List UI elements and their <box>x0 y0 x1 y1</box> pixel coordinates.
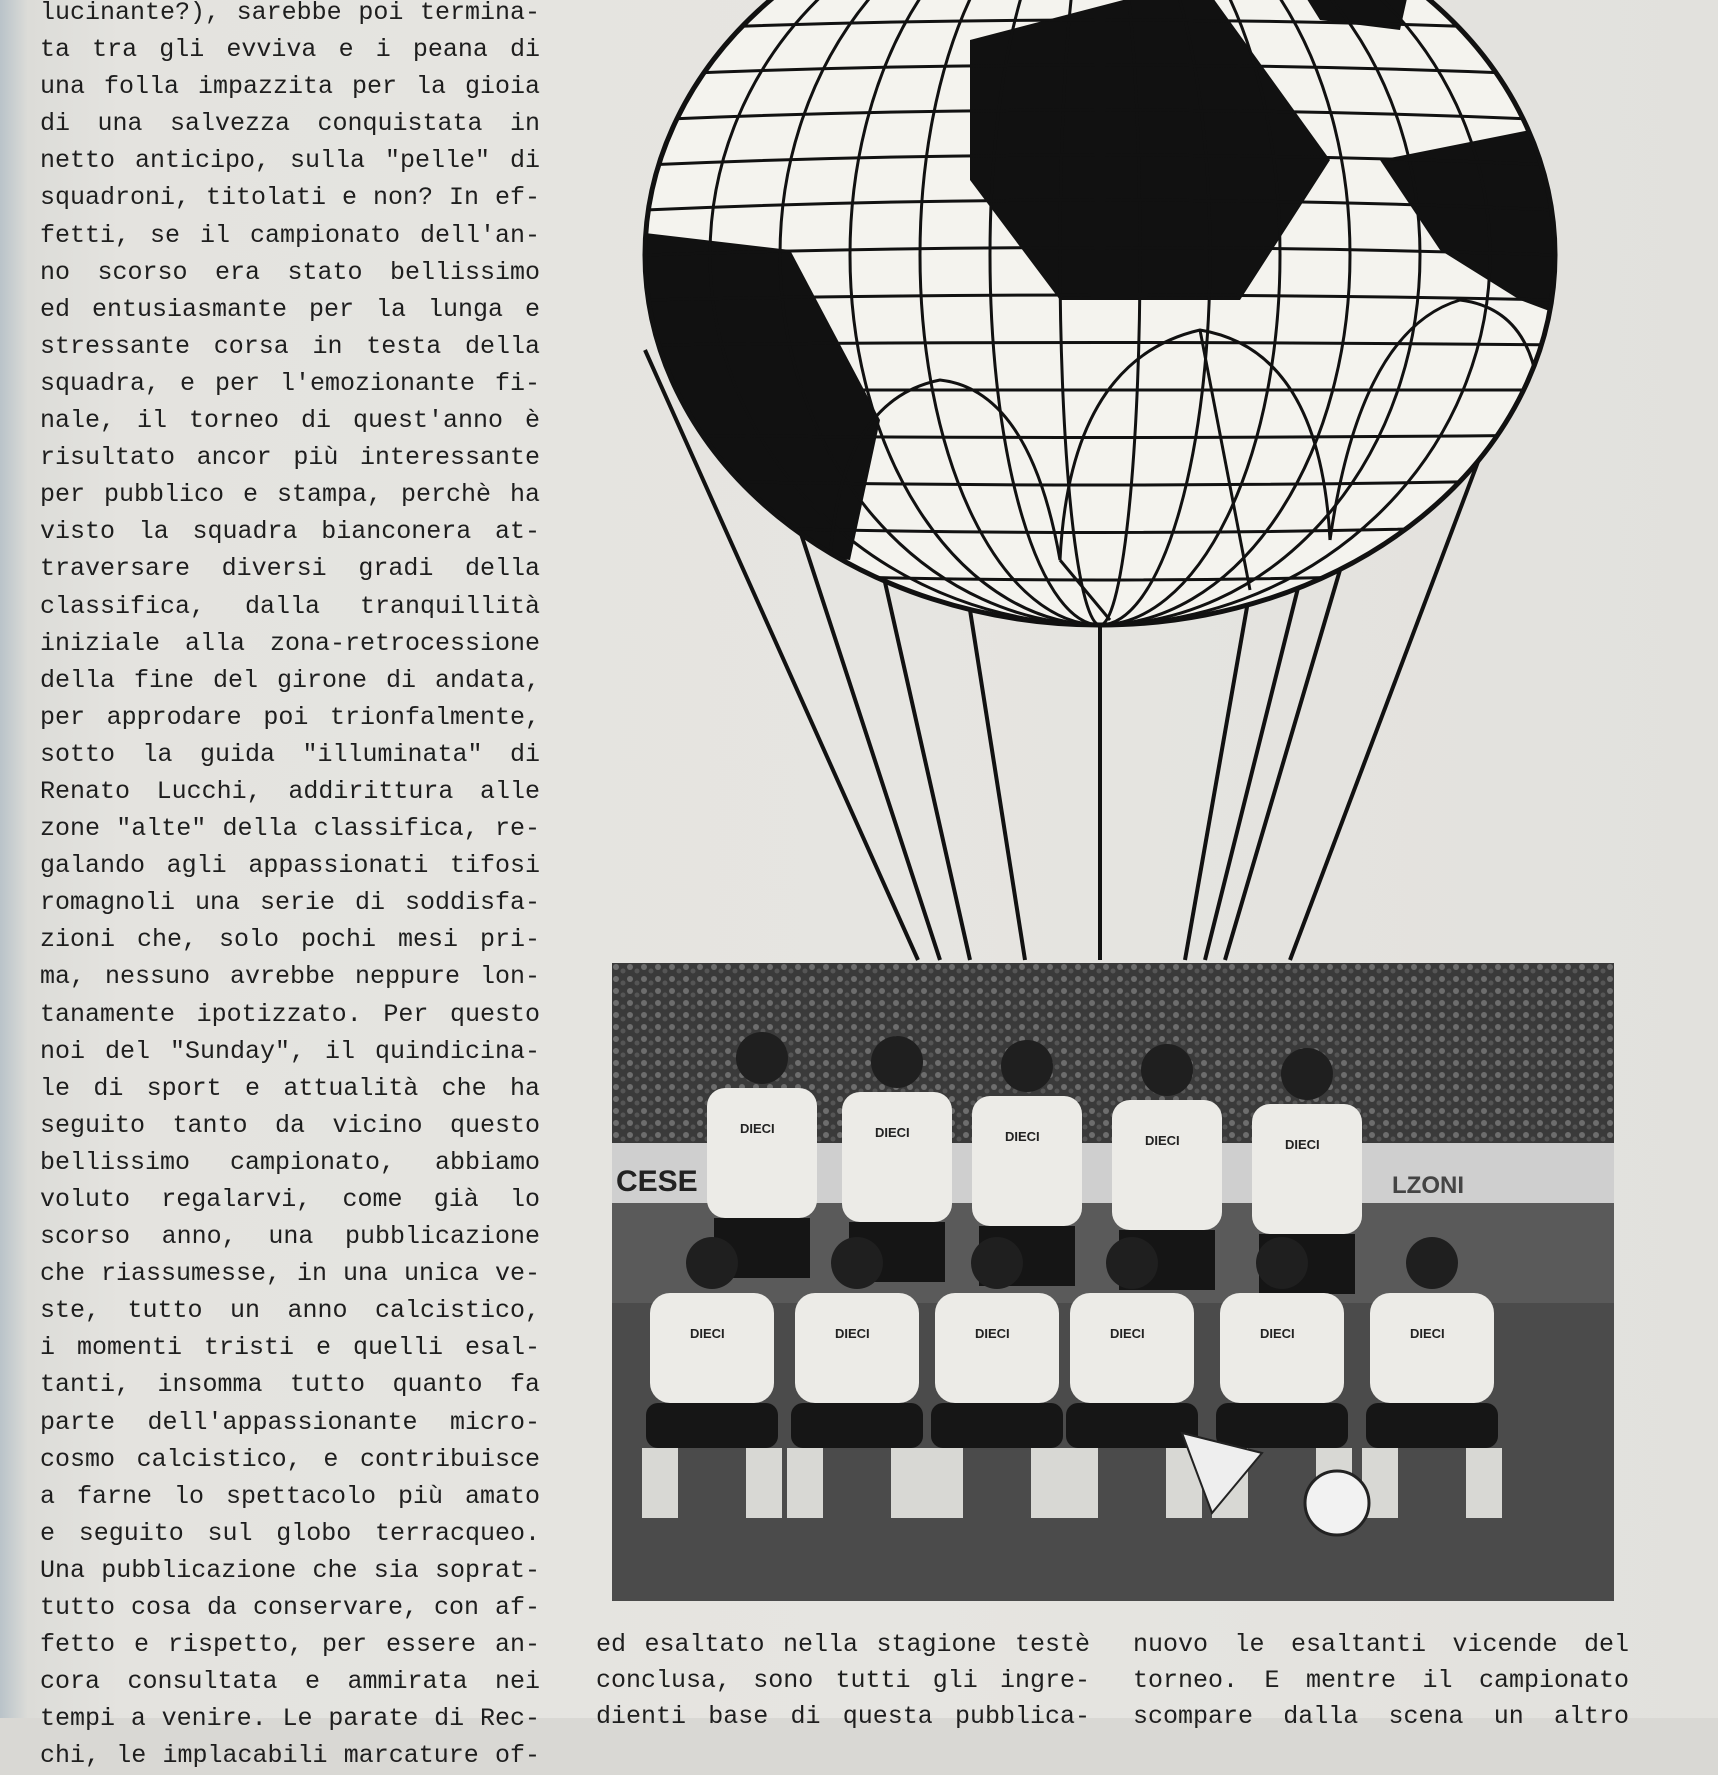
shirt-sponsor-text: DIECI <box>1285 1137 1320 1152</box>
text-line: bellissimo campionato, abbiamo <box>40 1147 540 1177</box>
text-line: nuovo le esaltanti vicende del <box>1133 1630 1629 1659</box>
text-line: stressante corsa in testa della <box>40 331 540 361</box>
team-photo <box>612 963 1614 1601</box>
text-line: lucinante?), sarebbe poi termina- <box>40 0 540 27</box>
shirt-sponsor-text: DIECI <box>975 1326 1010 1341</box>
globe <box>620 0 1600 640</box>
team-photo-image <box>612 963 1614 1601</box>
text-line: chi, le implacabili marcature of- <box>40 1741 540 1771</box>
shirt-sponsor-text: DIECI <box>1110 1326 1145 1341</box>
text-line: tanamente ipotizzato. Per questo <box>40 999 540 1029</box>
text-line: torneo. E mentre il campionato <box>1133 1666 1629 1695</box>
text-line: galando agli appassionati tifosi <box>40 851 540 881</box>
shirt-sponsor-text: DIECI <box>690 1326 725 1341</box>
text-line: zioni che, solo pochi mesi pri- <box>40 925 540 955</box>
text-line: zone "alte" della classifica, re- <box>40 814 540 844</box>
right-text-column <box>1133 1627 1629 1735</box>
text-line: le di sport e attualità che ha <box>40 1073 540 1103</box>
text-line: visto la squadra bianconera at- <box>40 517 540 547</box>
text-line: che riassumesse, in una unica ve- <box>40 1259 540 1289</box>
text-line: parte dell'appassionante micro- <box>40 1407 540 1437</box>
text-line: dienti base di questa pubblica- <box>596 1702 1090 1731</box>
text-line: risultato ancor più interessante <box>40 443 540 473</box>
balloon-illustration <box>640 0 1600 965</box>
text-line: cora consultata e ammirata nei <box>40 1667 540 1697</box>
text-line: ste, tutto un anno calcistico, <box>40 1296 540 1326</box>
ad-board-lzoni: LZONI <box>1392 1172 1464 1199</box>
text-line: una folla impazzita per la gioia <box>40 72 540 102</box>
ad-board-cese: CESE <box>616 1165 698 1198</box>
middle-text-column <box>596 1627 1090 1735</box>
text-line: noi del "Sunday", il quindicina- <box>40 1036 540 1066</box>
text-line: e seguito sul globo terracqueo. <box>40 1518 540 1548</box>
text-line: fetti, se il campionato dell'an- <box>40 220 540 250</box>
text-line: classifica, dalla tranquillità <box>40 591 540 621</box>
text-line: tutto cosa da conservare, con af- <box>40 1593 540 1623</box>
text-line: per approdare poi trionfalmente, <box>40 702 540 732</box>
text-line: i momenti tristi e quelli esal- <box>40 1333 540 1363</box>
text-line: scompare dalla scena un altro <box>1133 1702 1629 1731</box>
text-line: di una salvezza conquistata in <box>40 109 540 139</box>
text-line: conclusa, sono tutti gli ingre- <box>596 1666 1090 1695</box>
shirt-sponsor-text: DIECI <box>1145 1133 1180 1148</box>
text-line: seguito tanto da vicino questo <box>40 1110 540 1140</box>
text-line: nale, il torneo di quest'anno è <box>40 406 540 436</box>
text-line: cosmo calcistico, e contribuisce <box>40 1444 540 1474</box>
text-line: no scorso era stato bellissimo <box>40 257 540 287</box>
text-line: a farne lo spettacolo più amato <box>40 1481 540 1511</box>
text-line: Una pubblicazione che sia soprat- <box>40 1555 540 1585</box>
text-line: ed entusiasmante per la lunga e <box>40 294 540 324</box>
text-line: scorso anno, una pubblicazione <box>40 1222 540 1252</box>
text-line: Renato Lucchi, addirittura alle <box>40 776 540 806</box>
football <box>1305 1471 1369 1535</box>
text-line: romagnoli una serie di soddisfa- <box>40 888 540 918</box>
text-line: squadroni, titolati e non? In ef- <box>40 183 540 213</box>
text-line: iniziale alla zona-retrocessione <box>40 628 540 658</box>
shirt-sponsor-text: DIECI <box>875 1125 910 1140</box>
text-line: tanti, insomma tutto quanto fa <box>40 1370 540 1400</box>
text-line: ta tra gli evviva e i peana di <box>40 35 540 65</box>
text-line: sotto la guida "illuminata" di <box>40 739 540 769</box>
text-line: ed esaltato nella stagione testè <box>596 1630 1090 1659</box>
text-line: per pubblico e stampa, perchè ha <box>40 480 540 510</box>
shirt-sponsor-text: DIECI <box>1260 1326 1295 1341</box>
text-line: netto anticipo, sulla "pelle" di <box>40 146 540 176</box>
left-text-column <box>40 0 540 1775</box>
text-line: tempi a venire. Le parate di Rec- <box>40 1704 540 1734</box>
text-line: voluto regalarvi, come già lo <box>40 1185 540 1214</box>
shirt-sponsor-text: DIECI <box>1410 1326 1445 1341</box>
shirt-sponsor-text: DIECI <box>740 1121 775 1136</box>
text-line: ma, nessuno avrebbe neppure lon- <box>40 962 540 992</box>
text-line: traversare diversi gradi della <box>40 554 540 584</box>
shirt-sponsor-text: DIECI <box>1005 1129 1040 1144</box>
shirt-sponsor-text: DIECI <box>835 1326 870 1341</box>
text-line: squadra, e per l'emozionante fi- <box>40 368 540 398</box>
text-line: fetto e rispetto, per essere an- <box>40 1630 540 1660</box>
text-line: della fine del girone di andata, <box>40 665 540 695</box>
